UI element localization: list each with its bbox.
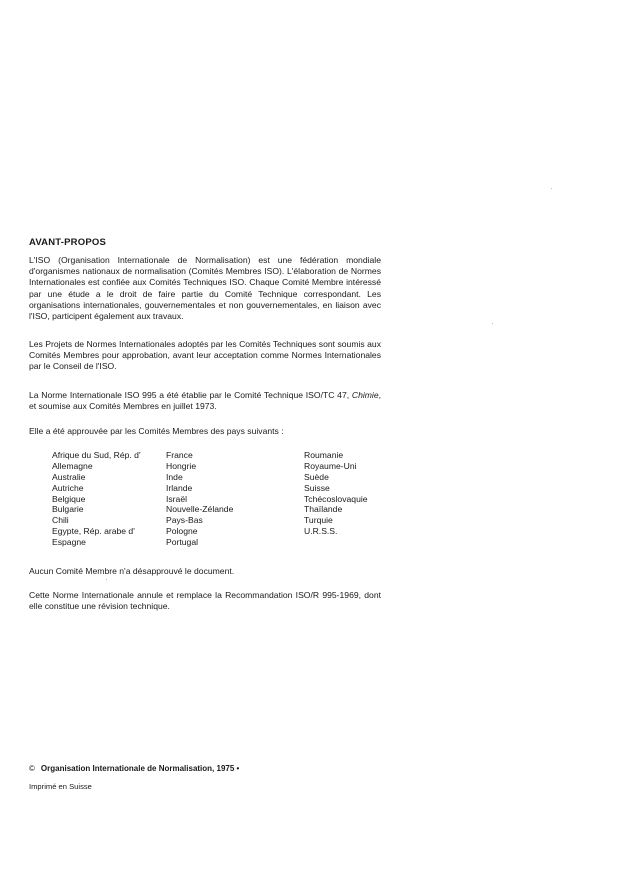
scan-speck — [106, 579, 107, 580]
scan-speck — [551, 188, 552, 189]
scan-speck — [492, 323, 493, 324]
country-item: Israël — [166, 493, 188, 504]
country-item: Hongrie — [166, 460, 197, 471]
paragraph-projects: Les Projets de Normes Internationales adoptés par les Comités Techniques sont soumis aux Comités Membres pour approbation, avant leur acceptation comme Normes Internationales par le Conseil de l'ISO. — [29, 339, 381, 372]
country-column-3 — [304, 450, 368, 537]
country-item: Australie — [52, 471, 86, 482]
country-item: Pologne — [166, 526, 198, 537]
printed-in: Imprimé en Suisse — [29, 782, 92, 791]
paragraph-iso-995-end: , et soumise aux Comités Membres en juillet 1973. — [29, 390, 381, 412]
country-item: Nouvelle-Zélande — [166, 504, 234, 515]
country-item: Thaïlande — [304, 504, 343, 515]
paragraph-no-disapproval: Aucun Comité Membre n'a désapprouvé le document. — [29, 566, 235, 576]
country-item: Chili — [52, 515, 69, 526]
country-item: Belgique — [52, 493, 86, 504]
country-item: Irlande — [166, 482, 193, 493]
paragraph-iso-995 — [29, 390, 381, 412]
country-item: Suisse — [304, 482, 330, 493]
country-item: Turquie — [304, 515, 333, 526]
country-item: Royaume-Uni — [304, 460, 357, 471]
country-item: Roumanie — [304, 450, 344, 460]
country-item: France — [166, 450, 193, 460]
paragraph-iso-995-start: La Norme Internationale ISO 995 a été établie par le Comité Technique ISO/TC 47, — [29, 390, 352, 400]
paragraph-replacement: Cette Norme Internationale annule et remplace la Recommandation ISO/R 995-1969, dont elle constitue une révision technique. — [29, 590, 381, 612]
country-item: Bulgarie — [52, 504, 84, 515]
committee-name: Chimie — [351, 390, 379, 400]
heading-avant-propos: AVANT-PROPOS — [29, 237, 106, 248]
country-item: Inde — [166, 471, 183, 482]
paragraph-approval: Elle a été approuvée par les Comités Membres des pays suivants : — [29, 426, 284, 436]
country-item: Egypte, Rép. arabe d' — [52, 526, 135, 537]
copyright-icon: © — [29, 764, 35, 773]
country-column-2 — [166, 450, 233, 548]
country-item: Pays-Bas — [166, 515, 203, 526]
copyright-text: Organisation Internationale de Normalisation, 1975 • — [40, 764, 240, 773]
country-item: Suède — [304, 471, 329, 482]
country-item: Allemagne — [52, 460, 93, 471]
country-item: Autriche — [52, 482, 84, 493]
country-item: Tchécoslovaquie — [304, 493, 368, 504]
copyright-line — [29, 764, 239, 773]
country-item: Espagne — [52, 537, 86, 548]
country-column-1 — [52, 450, 141, 548]
paragraph-intro: L'ISO (Organisation Internationale de Normalisation) est une fédération mondiale d'organismes nationaux de normalisation (Comités Membres ISO). L'élaboration de Normes Internationales est confiée aux Comités Techniques ISO. Chaque Comité Membre intéressé par une étude a le droit de faire partie du Comité Technique correspondant. Les organisations internationales, gouvernementales et non gouvernementales, en liaison avec l'ISO, participent également aux travaux. — [29, 255, 381, 322]
country-item: Portugal — [166, 537, 199, 548]
country-item: Afrique du Sud, Rép. d' — [52, 450, 141, 460]
country-item: U.R.S.S. — [304, 526, 338, 537]
